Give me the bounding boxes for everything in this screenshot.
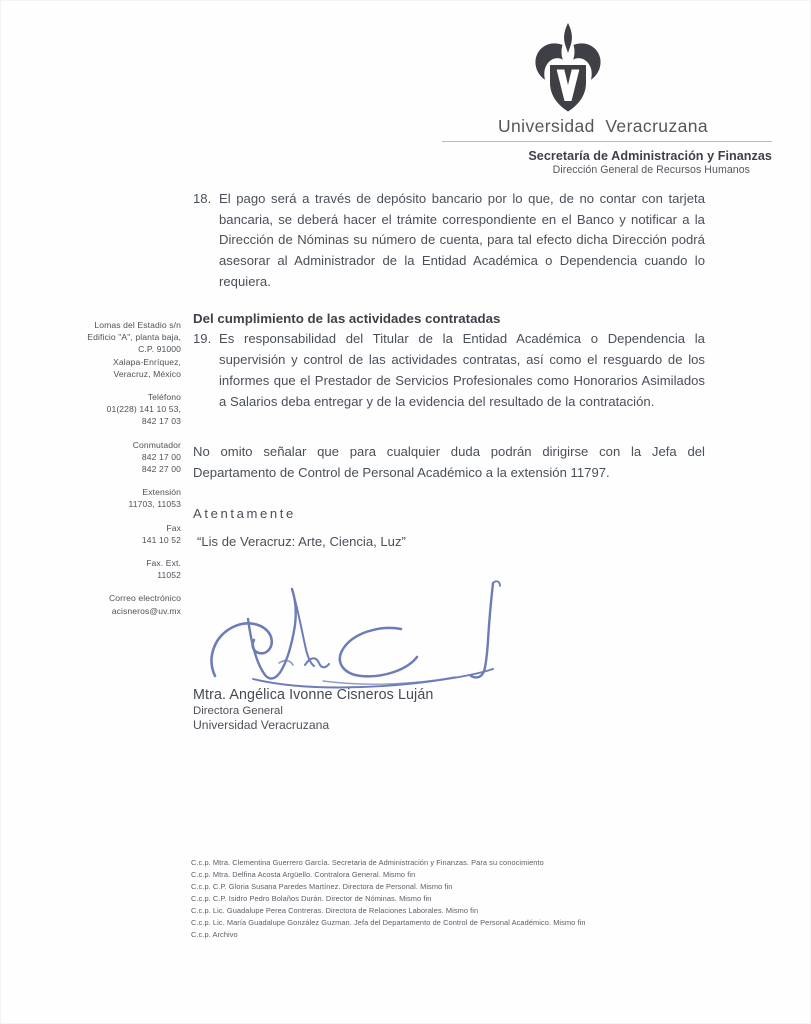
sidebar-fax-group [61,522,181,546]
letterhead-divider [442,141,772,142]
ccp-line: C.c.p. C.P. Isidro Pedro Bolaños Durán. Director de Nóminas. Mismo fin [191,894,432,904]
signer-organization: Universidad Veracruzana [193,718,330,732]
spacer [193,412,705,442]
clause-19 [193,329,705,412]
closing-paragraph: No omito señalar que para cualquier duda podrán dirigirse con la Jefa del Departamento de Control de Personal Académico a la extensión 11797. [193,444,705,480]
ccp-line: C.c.p. Lic. Guadalupe Perea Contreras. Directora de Relaciones Laborales. Mismo fin [191,906,479,916]
telefono-line-2: 842 17 03 [141,416,181,427]
fax-label: Fax [166,522,181,533]
sidebar-telefono-group [61,391,181,428]
signer-name: Mtra. Angélica Ivonne Cisneros Luján [193,687,434,703]
logo-wrap [442,23,772,115]
ccp-line: C.c.p. Lic. María Guadalupe González Guzman. Jefa del Departamento de Control de Personal Académico. Mismo fin [191,918,586,928]
fax-line-1: 141 10 52 [141,534,181,545]
clause-19-text: Es responsabilidad del Titular de la Entidad Académica o Dependencia la supervisión y control de las actividades contratas, así como el resguardo de los informes que el Prestador de Servicios Profesionales como Honorarios Asimilados a Salarios deba entregar y de la evidencia del resultado de la contratación. [219,331,705,409]
correo-address: acisneros@uv.mx [111,605,181,616]
ccp-line: C.c.p. Archivo [191,930,238,940]
telefono-line-1: 01(228) 141 10 53, [106,404,181,415]
department-title: Secretaría de Administración y Finanzas [528,149,772,163]
sidebar-fax-ext-group [61,557,181,581]
signature-area [193,571,523,696]
signature-block [193,687,593,732]
sidebar-correo-group [61,592,181,616]
sidebar-conmutador-group [61,439,181,476]
correo-label: Correo electrónico [108,593,181,604]
address-line-1: Lomas del Estadio s/n [94,320,181,330]
extension-line-1: 11703, 11053 [128,499,181,510]
clause-18-text: El pago será a través de depósito bancario por lo que, de no contar con tarjeta bancaria, se deberá hacer el trámite correspondiente en el Banco y notificar a la Dirección de Nóminas su número de cuenta, para tal efecto dicha Dirección podrá asesorar al Administrador de la Entidad Académica o Dependencia cuando lo requiera. [219,191,705,289]
sidebar-extension-group [61,486,181,510]
signer-role: Directora General [193,705,283,717]
ccp-line: C.c.p. C.P. Gloria Susana Paredes Martínez. Directora de Personal. Mismo fin [191,882,453,892]
fax-ext-label: Fax. Ext. [146,558,181,569]
contact-sidebar [61,319,181,617]
clause-18-number: 18. [193,191,212,206]
address-line-4: Xalapa-Enríquez, [112,356,181,367]
clause-19-number: 19. [193,331,212,347]
extension-label: Extensión [142,487,181,498]
address-line-3: C.P. 91000 [138,344,181,355]
document-body [193,189,705,549]
spacer [193,484,705,506]
ccp-line: C.c.p. Mtra. Clementina Guerrero García. Secretaria de Administración y Finanzas. Para su conocimiento [191,858,544,867]
atentamente-label: Atentamente [193,505,296,521]
ccp-distribution-list [191,857,711,941]
institutional-motto: “Lis de Veracruz: Arte, Ciencia, Luz” [197,533,406,549]
handwritten-signature-icon [193,571,523,696]
department-subtitle: Dirección General de Recursos Humanos [552,164,750,176]
conmutador-line-2: 842 27 00 [141,464,181,475]
fax-ext-line-1: 11052 [157,570,181,581]
telefono-label: Teléfono [147,392,181,403]
sidebar-address-group [61,319,181,380]
clause-18 [193,189,705,292]
fleur-de-lis-uv-logo-icon [520,23,616,115]
university-name: Universidad Veracruzana [498,116,708,136]
ccp-line: C.c.p. Mtra. Delfina Acosta Argüello. Contralora General. Mismo fin [191,870,416,880]
address-line-5: Veracruz, México [113,368,181,379]
conmutador-label: Conmutador [132,439,181,450]
section-heading-cumplimiento: Del cumplimiento de las actividades contratadas [193,311,501,327]
letterhead [442,23,772,176]
address-line-2: Edificio "A", planta baja, [87,332,181,343]
conmutador-line-1: 842 17 00 [141,451,181,462]
